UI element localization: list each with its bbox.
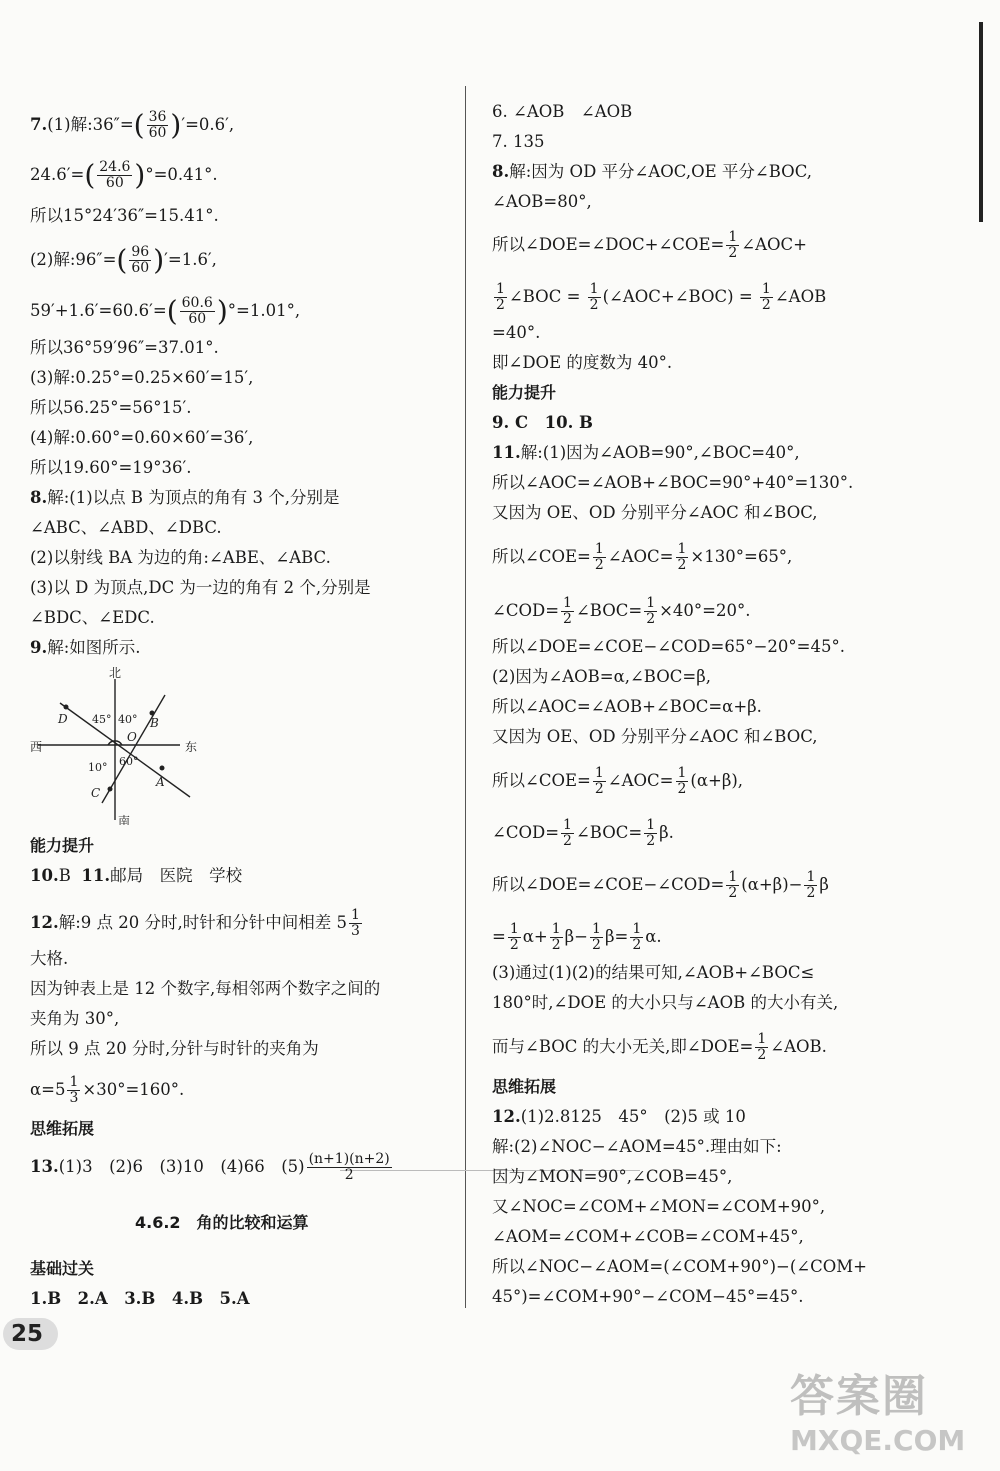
answer-9: 9.解:如图所示.	[30, 638, 141, 657]
answer-8: 8.解:(1)以点 B 为顶点的角有 3 个,分别是	[30, 488, 340, 507]
answer-11-coe-2: 所以∠COE= $\frac{1}{2}$ ∠AOC= $\frac{1}{2}$ (α+β),	[492, 765, 744, 797]
text-line: 解:(2)∠NOC−∠AOM=45°.理由如下:	[492, 1137, 782, 1156]
point-b-label: B	[150, 716, 159, 730]
text-line: =40°.	[492, 323, 541, 342]
answer-8-doe: 所以∠DOE=∠DOC+∠COE= $\frac{1}{2}$ ∠AOC+	[492, 229, 807, 261]
answer-12: 12.解:9 点 20 分时,时针和分针中间相差 5 $\frac{1}{3}$	[30, 907, 360, 939]
answer-7-1-b: 24.6′=( $\frac{24.6}{60}$ )°=0.41°.	[30, 158, 218, 192]
page-number: 25	[11, 1321, 44, 1347]
angle-60-label: 60°	[119, 755, 139, 768]
text-line: 又因为 OE、OD 分别平分∠AOC 和∠BOC,	[492, 727, 818, 746]
answers-1-5: 1.B 2.A 3.B 4.B 5.A	[30, 1289, 250, 1308]
answer-13: 13.(1)3 (2)6 (3)10 (4)66 (5) $\frac{(n+1)(n+2)}{2}$	[30, 1151, 390, 1183]
answer-8: 8.解:因为 OD 平分∠AOC,OE 平分∠BOC,	[492, 162, 812, 181]
text-line: 因为∠MON=90°,∠COB=45°,	[492, 1167, 733, 1186]
south-label: 南	[118, 814, 131, 825]
text-line: 所以∠DOE=∠COE−∠COD=65°−20°=45°.	[492, 637, 845, 656]
text-line: 所以 9 点 20 分时,分针与时针的夹角为	[30, 1039, 319, 1058]
text-line: 又因为 OE、OD 分别平分∠AOC 和∠BOC,	[492, 503, 818, 522]
text-line: 所以56.25°=56°15′.	[30, 398, 192, 417]
watermark-logo: 答案圈	[790, 1371, 928, 1422]
text-line: ∠AOB=80°,	[492, 192, 592, 211]
answer-8-boc: $\frac{1}{2}$ ∠BOC = $\frac{1}{2}$ (∠AOC+∠BOC) = $\frac{1}{2}$ ∠AOB	[496, 281, 827, 313]
answer-7-2: (2)解:96″=( $\frac{96}{60}$ )′=1.6′,	[30, 243, 217, 277]
text-line: 所以15°24′36″=15.41°.	[30, 206, 219, 225]
page-number-badge	[3, 1310, 63, 1360]
answer-7: 7. 135	[492, 132, 545, 151]
angle-10-label: 10°	[88, 761, 108, 774]
answer-11-cod: ∠COD= $\frac{1}{2}$ ∠BOC= $\frac{1}{2}$ ×40°=20°.	[492, 595, 751, 627]
text-line: (3)通过(1)(2)的结果可知,∠AOB+∠BOC≤	[492, 963, 815, 982]
text-line: 180°时,∠DOE 的大小只与∠AOB 的大小有关,	[492, 993, 839, 1012]
point-c-label: C	[91, 786, 101, 800]
answer-12: 12.(1)2.8125 45° (2)5 或 10	[492, 1107, 746, 1126]
west-label: 西	[30, 740, 43, 754]
point-o-label: O	[127, 730, 137, 744]
answers-9-10: 9. C 10. B	[492, 413, 593, 432]
column-divider	[465, 86, 466, 1308]
text-line: 所以∠NOC−∠AOM=(∠COM+90°)−(∠COM+	[492, 1257, 868, 1276]
answer-7-1: 7.(1)解:36″=( $\frac{36}{60}$ )′=0.6′,	[30, 108, 235, 142]
text-line: ∠AOM=∠COM+∠COB=∠COM+45°,	[492, 1227, 804, 1246]
heading-ability: 能力提升	[30, 836, 95, 855]
text-line: 45°)=∠COM+90°−∠COM−45°=45°.	[492, 1287, 804, 1306]
text-line: 大格.	[30, 949, 69, 968]
text-line: 所以∠AOC=∠AOB+∠BOC=90°+40°=130°.	[492, 473, 854, 492]
answer-11-cod-2: ∠COD= $\frac{1}{2}$ ∠BOC= $\frac{1}{2}$ β.	[492, 817, 674, 849]
answer-7-2-b: 59′+1.6′=60.6′=( $\frac{60.6}{60}$ )°=1.01°,	[30, 294, 301, 328]
point-a-label: A	[156, 775, 165, 789]
answer-12-alpha: α=5 $\frac{1}{3}$ ×30°=160°.	[30, 1074, 185, 1106]
watermark	[790, 1360, 990, 1470]
angle-40-label: 40°	[118, 713, 138, 726]
answers-10-11: 10.B 11.邮局 医院 学校	[30, 866, 243, 885]
text-line: (3)以 D 为顶点,DC 为一边的角有 2 个,分别是	[30, 578, 371, 597]
text-line: ∠BDC、∠EDC.	[30, 608, 155, 627]
angle-45-label: 45°	[92, 713, 112, 726]
north-label: 北	[109, 666, 122, 680]
text-line: 所以19.60°=19°36′.	[30, 458, 192, 477]
section-title: 4.6.2 角的比较和运算	[135, 1213, 309, 1232]
compass-figure	[30, 665, 205, 825]
text-line: 所以∠AOC=∠AOB+∠BOC=α+β.	[492, 697, 762, 716]
text-line: (2)以射线 BA 为边的角:∠ABE、∠ABC.	[30, 548, 331, 567]
text-line: 即∠DOE 的度数为 40°.	[492, 353, 673, 372]
text-line: 所以36°59′96″=37.01°.	[30, 338, 219, 357]
answer-11-coe: 所以∠COE= $\frac{1}{2}$ ∠AOC= $\frac{1}{2}$ ×130°=65°,	[492, 541, 793, 573]
answer-11-3: 而与∠BOC 的大小无关,即∠DOE= $\frac{1}{2}$ ∠AOB.	[492, 1031, 827, 1063]
text-line: ∠ABC、∠ABD、∠DBC.	[30, 518, 222, 537]
answer-11-result: = $\frac{1}{2}$ α+ $\frac{1}{2}$ β− $\frac{1}{2}$ β= $\frac{1}{2}$ α.	[492, 921, 662, 953]
text-line: 又∠NOC=∠COM+∠MON=∠COM+90°,	[492, 1197, 826, 1216]
text-line: (3)解:0.25°=0.25×60′=15′,	[30, 368, 254, 387]
watermark-url: MXQE.COM	[790, 1424, 966, 1457]
answer-11: 11.解:(1)因为∠AOB=90°,∠BOC=40°,	[492, 443, 800, 462]
text-line: 夹角为 30°,	[30, 1009, 120, 1028]
heading-basic: 基础过关	[30, 1259, 95, 1278]
page-edge-bar	[979, 22, 983, 222]
answer-6: 6. ∠AOB ∠AOB	[492, 102, 633, 121]
heading-ability-right: 能力提升	[492, 383, 557, 402]
text-line: (2)因为∠AOB=α,∠BOC=β,	[492, 667, 711, 686]
heading-thinking: 思维拓展	[30, 1119, 95, 1138]
point-d-label: D	[58, 712, 68, 726]
heading-thinking-right: 思维拓展	[492, 1077, 557, 1096]
text-line: (4)解:0.60°=0.60×60′=36′,	[30, 428, 254, 447]
text-line: 因为钟表上是 12 个数字,每相邻两个数字之间的	[30, 979, 381, 998]
east-label: 东	[185, 740, 198, 754]
answer-11-doe-2: 所以∠DOE=∠COE−∠COD= $\frac{1}{2}$ (α+β)− $\frac{1}{2}$ β	[492, 869, 829, 901]
